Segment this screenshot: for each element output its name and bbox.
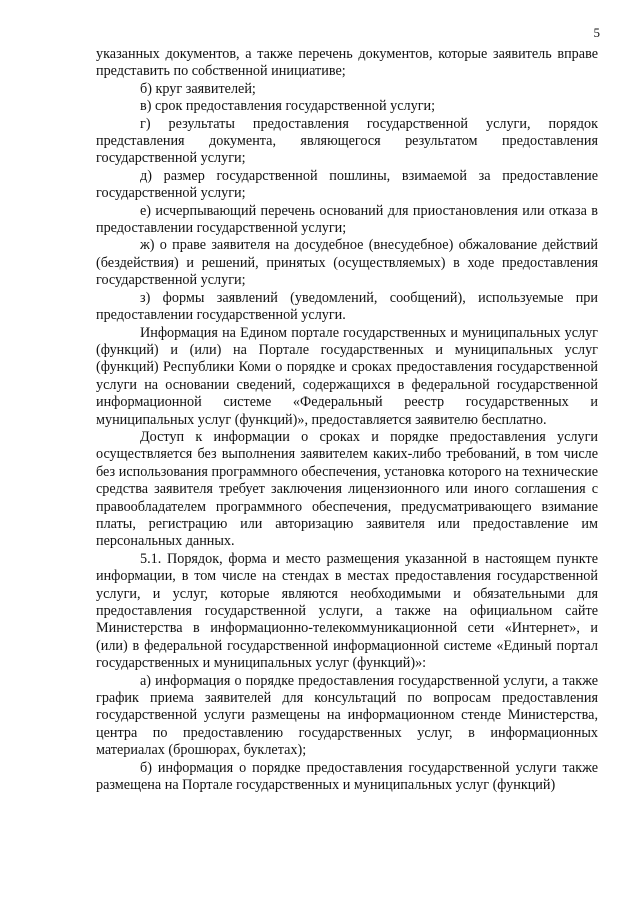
paragraph: а) информация о порядке предоставления государственной услуги, а также график приема заявителей для консультаций по вопросам предоставления государственной услуги размещены на информационном стенде Министерства, центра по предоставлению государственных услуг, в информационных материалах (брошюрах, буклетах); [96,672,598,759]
paragraph: указанных документов, а также перечень документов, которые заявитель вправе представить по собственной инициативе; [96,46,598,80]
paragraph: Информация на Едином портале государственных и муниципальных услуг (функций) и (или) на Портале государственных и муниципальных услуг (функций) Республики Коми о порядке и сроках предоставления государственной услуги на основании сведений, содержащихся в федеральной государственной информационной системе «Федеральный реестр государственных и муниципальных услуг (функций)», предоставляется заявителю бесплатно. [96,324,598,428]
paragraph: в) срок предоставления государственной услуги; [140,98,436,115]
paragraph: з) формы заявлений (уведомлений, сообщений), используемые при предоставлении государственной услуги. [96,289,598,324]
paragraph: 5.1. Порядок, форма и место размещения указанной в настоящем пункте информации, в том числе на стендах в местах предоставления государственной услуги, и услуг, которые являются необходимыми и обязательными для предоставления государственной услуги, а также на официальном сайте Министерства в информационно-телекоммуникационной сети «Интернет», и (или) в федеральной государственной информационной системе «Единый портал государственных и муниципальных услуг (функций)»: [96,550,598,672]
paragraph: Доступ к информации о сроках и порядке предоставления услуги осуществляется без выполнения заявителем каких-либо требований, в том числе без использования программного обеспечения, установка которого на технические средства заявителя требует заключения лицензионного или иного соглашения с правообладателем программного обеспечения, предусматривающего взимание платы, регистрацию или авторизацию заявителя или предоставление им персональных данных. [96,428,598,550]
page-number: 5 [593,25,600,40]
document-body [96,46,598,794]
paragraph: б) информация о порядке предоставления государственной услуги также размещена на Портале государственных и муниципальных услуг (функций) [96,759,598,794]
paragraph: д) размер государственной пошлины, взимаемой за предоставление государственной услуги; [96,167,598,202]
paragraph: е) исчерпывающий перечень оснований для приостановления или отказа в предоставлении государственной услуги; [96,202,598,237]
paragraph: ж) о праве заявителя на досудебное (внесудебное) обжалование действий (бездействия) и решений, принятых (осуществляемых) в ходе предоставления государственной услуги; [96,237,598,289]
paragraph: б) круг заявителей; [140,80,256,97]
paragraph: г) результаты предоставления государственной услуги, порядок представления документа, являющегося результатом предоставления государственной услуги; [96,115,598,167]
